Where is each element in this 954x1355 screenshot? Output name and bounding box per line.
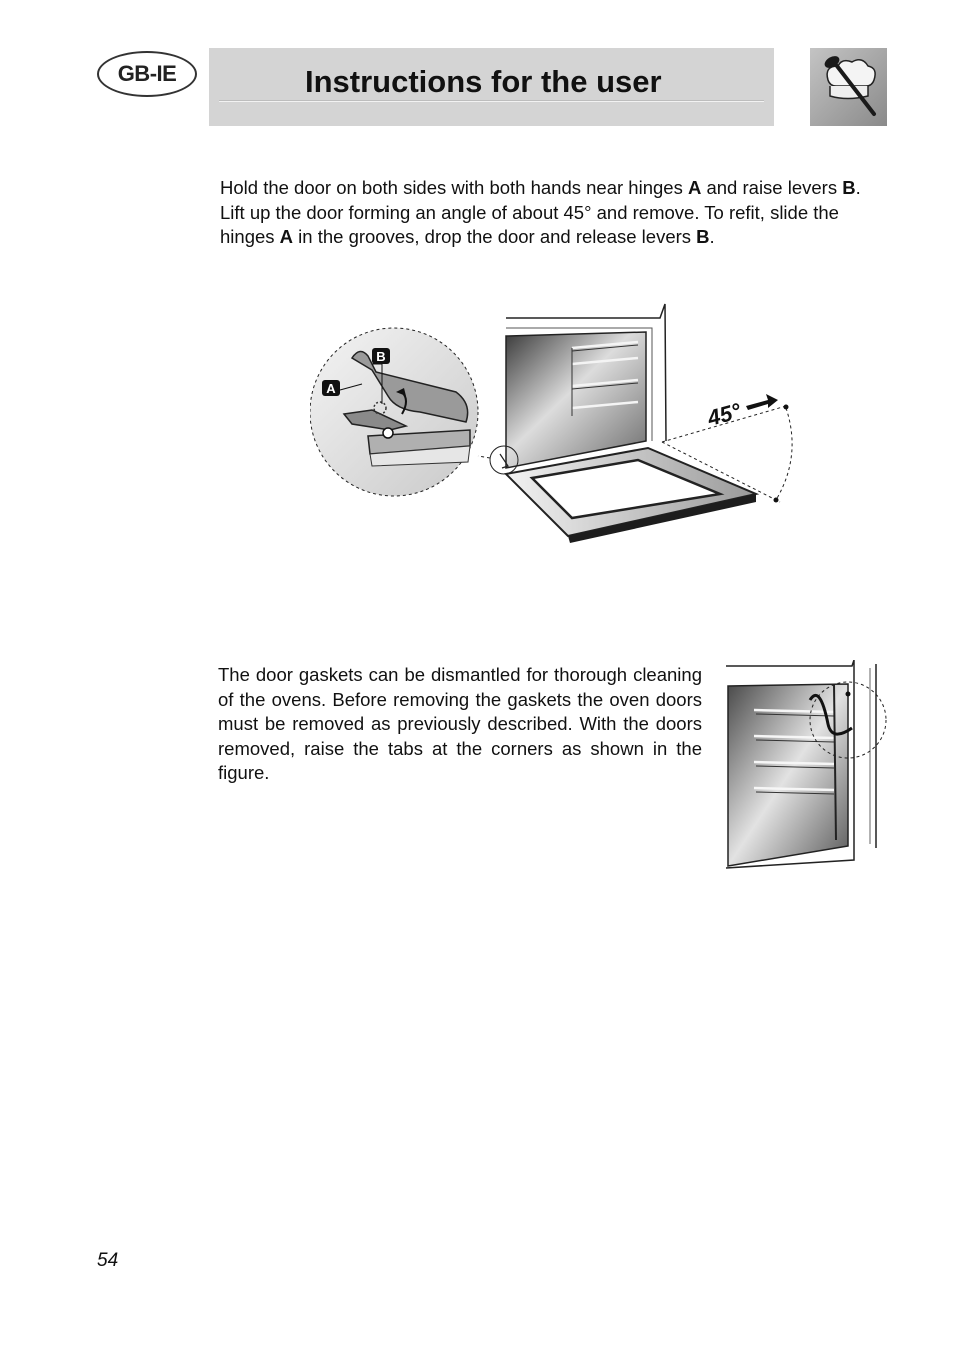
label-a: A xyxy=(326,381,336,396)
page-number: 54 xyxy=(97,1250,119,1271)
page-title: Instructions for the user xyxy=(305,64,662,99)
oven-door-removal-illustration xyxy=(310,296,800,551)
header-bar xyxy=(209,48,774,126)
region-badge: GB-IE xyxy=(97,51,197,97)
gasket-text: The door gaskets can be dismantled for thorough cleaning of the ovens. Before removing the gaskets the oven doors must be removed as previously described. With the doors removed, raise the tabs at the corners as shown in the figure. xyxy=(218,664,702,783)
label-b: B xyxy=(376,349,386,364)
door-removal-text: Hold the door on both sides with both hands near hinges A and raise levers B. Lift up the door forming an angle of about 45° and remove. To refit, slide the hinges A in the grooves, drop the door and release levers B. xyxy=(220,177,861,247)
oven-gasket-illustration xyxy=(724,660,888,877)
spoon-chef-hat-icon xyxy=(810,48,887,126)
angle-label: 45° xyxy=(704,398,744,431)
